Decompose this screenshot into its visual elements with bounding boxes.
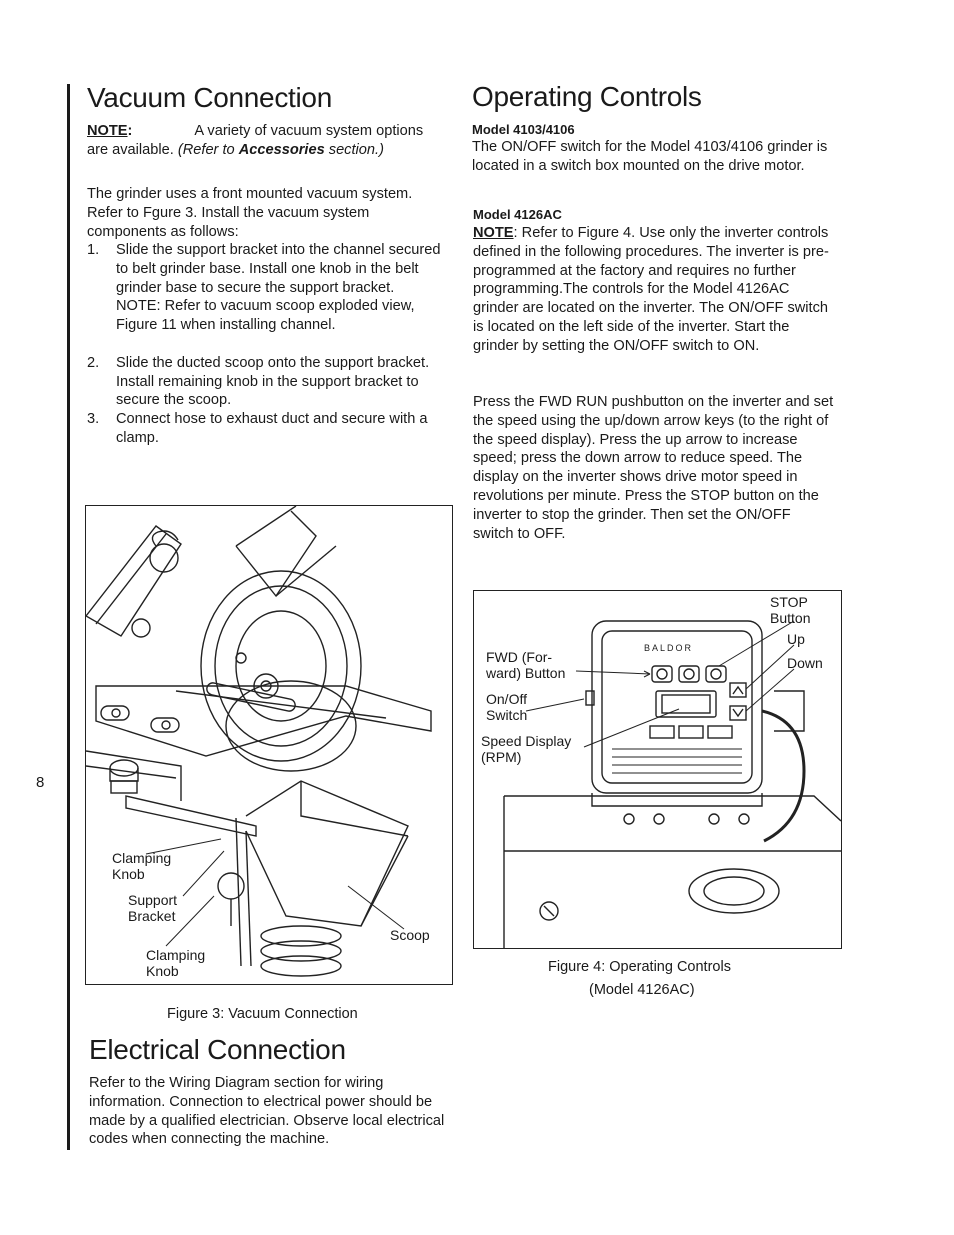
- label-fwd-button: FWD (For- ward) Button: [486, 649, 566, 681]
- label-clamping-knob-1: Clamping Knob: [112, 850, 172, 882]
- label-on-off-switch: On/Off Switch: [486, 691, 528, 723]
- step-3: 3. Connect hose to exhaust duct and secure with a clamp.: [87, 411, 428, 446]
- step-2: 2. Slide the ducted scoop onto the support bracket. Install remaining knob in the support bracket to secure the scoop.: [87, 354, 430, 409]
- figure-3-vacuum-illustration: [85, 505, 453, 985]
- step-1-note: NOTE: Refer to vacuum scoop exploded view, Figure 11 when installing channel.: [116, 298, 415, 334]
- label-support-bracket: Support Bracket: [128, 892, 178, 924]
- margin-rule: [67, 84, 70, 1150]
- label-up: Up: [787, 631, 805, 647]
- operating-paragraph-2: Press the FWD RUN pushbutton on the inverter and set the speed using the up/down arrow keys (to the right of the speed display). Press the up arrow to increase speed; press the down arrow to reduce speed. The display on the inverter shows drive motor speed in revolutions per minute. Press the STOP button on the inverter to stop the grinder. Then set the ON/OFF switch to OFF.: [473, 394, 834, 542]
- figure-4-caption-line-1: Figure 4: Operating Controls: [548, 959, 731, 975]
- model-4103-heading: Model 4103/4106: [472, 122, 575, 137]
- figure-3-caption: Figure 3: Vacuum Connection: [167, 1006, 358, 1022]
- label-speed-display: Speed Display (RPM): [481, 733, 572, 765]
- inverter-drawing: [474, 591, 841, 948]
- model-4103-text: The ON/OFF switch for the Model 4103/4106 grinder is located in a switch box mounted on the drive motor.: [472, 139, 828, 174]
- label-down: Down: [787, 655, 823, 671]
- figure-4-inverter-illustration: [473, 590, 842, 949]
- figure-4-caption-line-2: (Model 4126AC): [589, 982, 695, 998]
- model-4126-note-label: NOTE: [473, 225, 514, 241]
- note-label: NOTE: [87, 123, 128, 139]
- electrical-title: Electrical Connection: [89, 1034, 346, 1065]
- label-clamping-knob-2: Clamping Knob: [146, 947, 206, 979]
- model-4126-heading: Model 4126AC: [473, 207, 562, 222]
- step-1: 1. Slide the support bracket into the channel secured to belt grinder base. Install one knob in the belt grinder base to secure the support bracket. NOTE: Refer to vacuum scoop exploded view, Figure 11 when installing channel.: [87, 242, 441, 334]
- electrical-text: Refer to the Wiring Diagram section for wiring information. Connection to electrical power should be made by a qualified electrician. Observe local electrical codes when connecting the machine.: [89, 1075, 445, 1148]
- label-stop-button: STOP Button: [770, 594, 811, 626]
- vacuum-title: Vacuum Connection: [87, 82, 332, 113]
- label-scoop: Scoop: [390, 927, 430, 943]
- page-number: 8: [36, 774, 45, 791]
- vacuum-steps: [87, 241, 443, 448]
- model-4126-text: NOTE: Refer to Figure 4. Use only the inverter controls defined in the following procedures. The inverter is pre-programmed at the factory and requires no further programming.The controls for the Model 4126AC grinder are located on the inverter. The ON/OFF switch is located on the left side of the inverter. Start the grinder by setting the ON/OFF switch to ON.: [473, 225, 829, 354]
- vacuum-intro: The grinder uses a front mounted vacuum system. Refer to Fgure 3. Install the vacuum system components as follows:: [87, 186, 413, 240]
- vacuum-note: NOTE: A variety of vacuum system options are available. (Refer to Accessories section.): [87, 123, 424, 158]
- note-text: A variety of vacuum system options are available.: [87, 123, 424, 158]
- operating-title: Operating Controls: [472, 81, 702, 112]
- brand-label: BALDOR: [644, 643, 694, 653]
